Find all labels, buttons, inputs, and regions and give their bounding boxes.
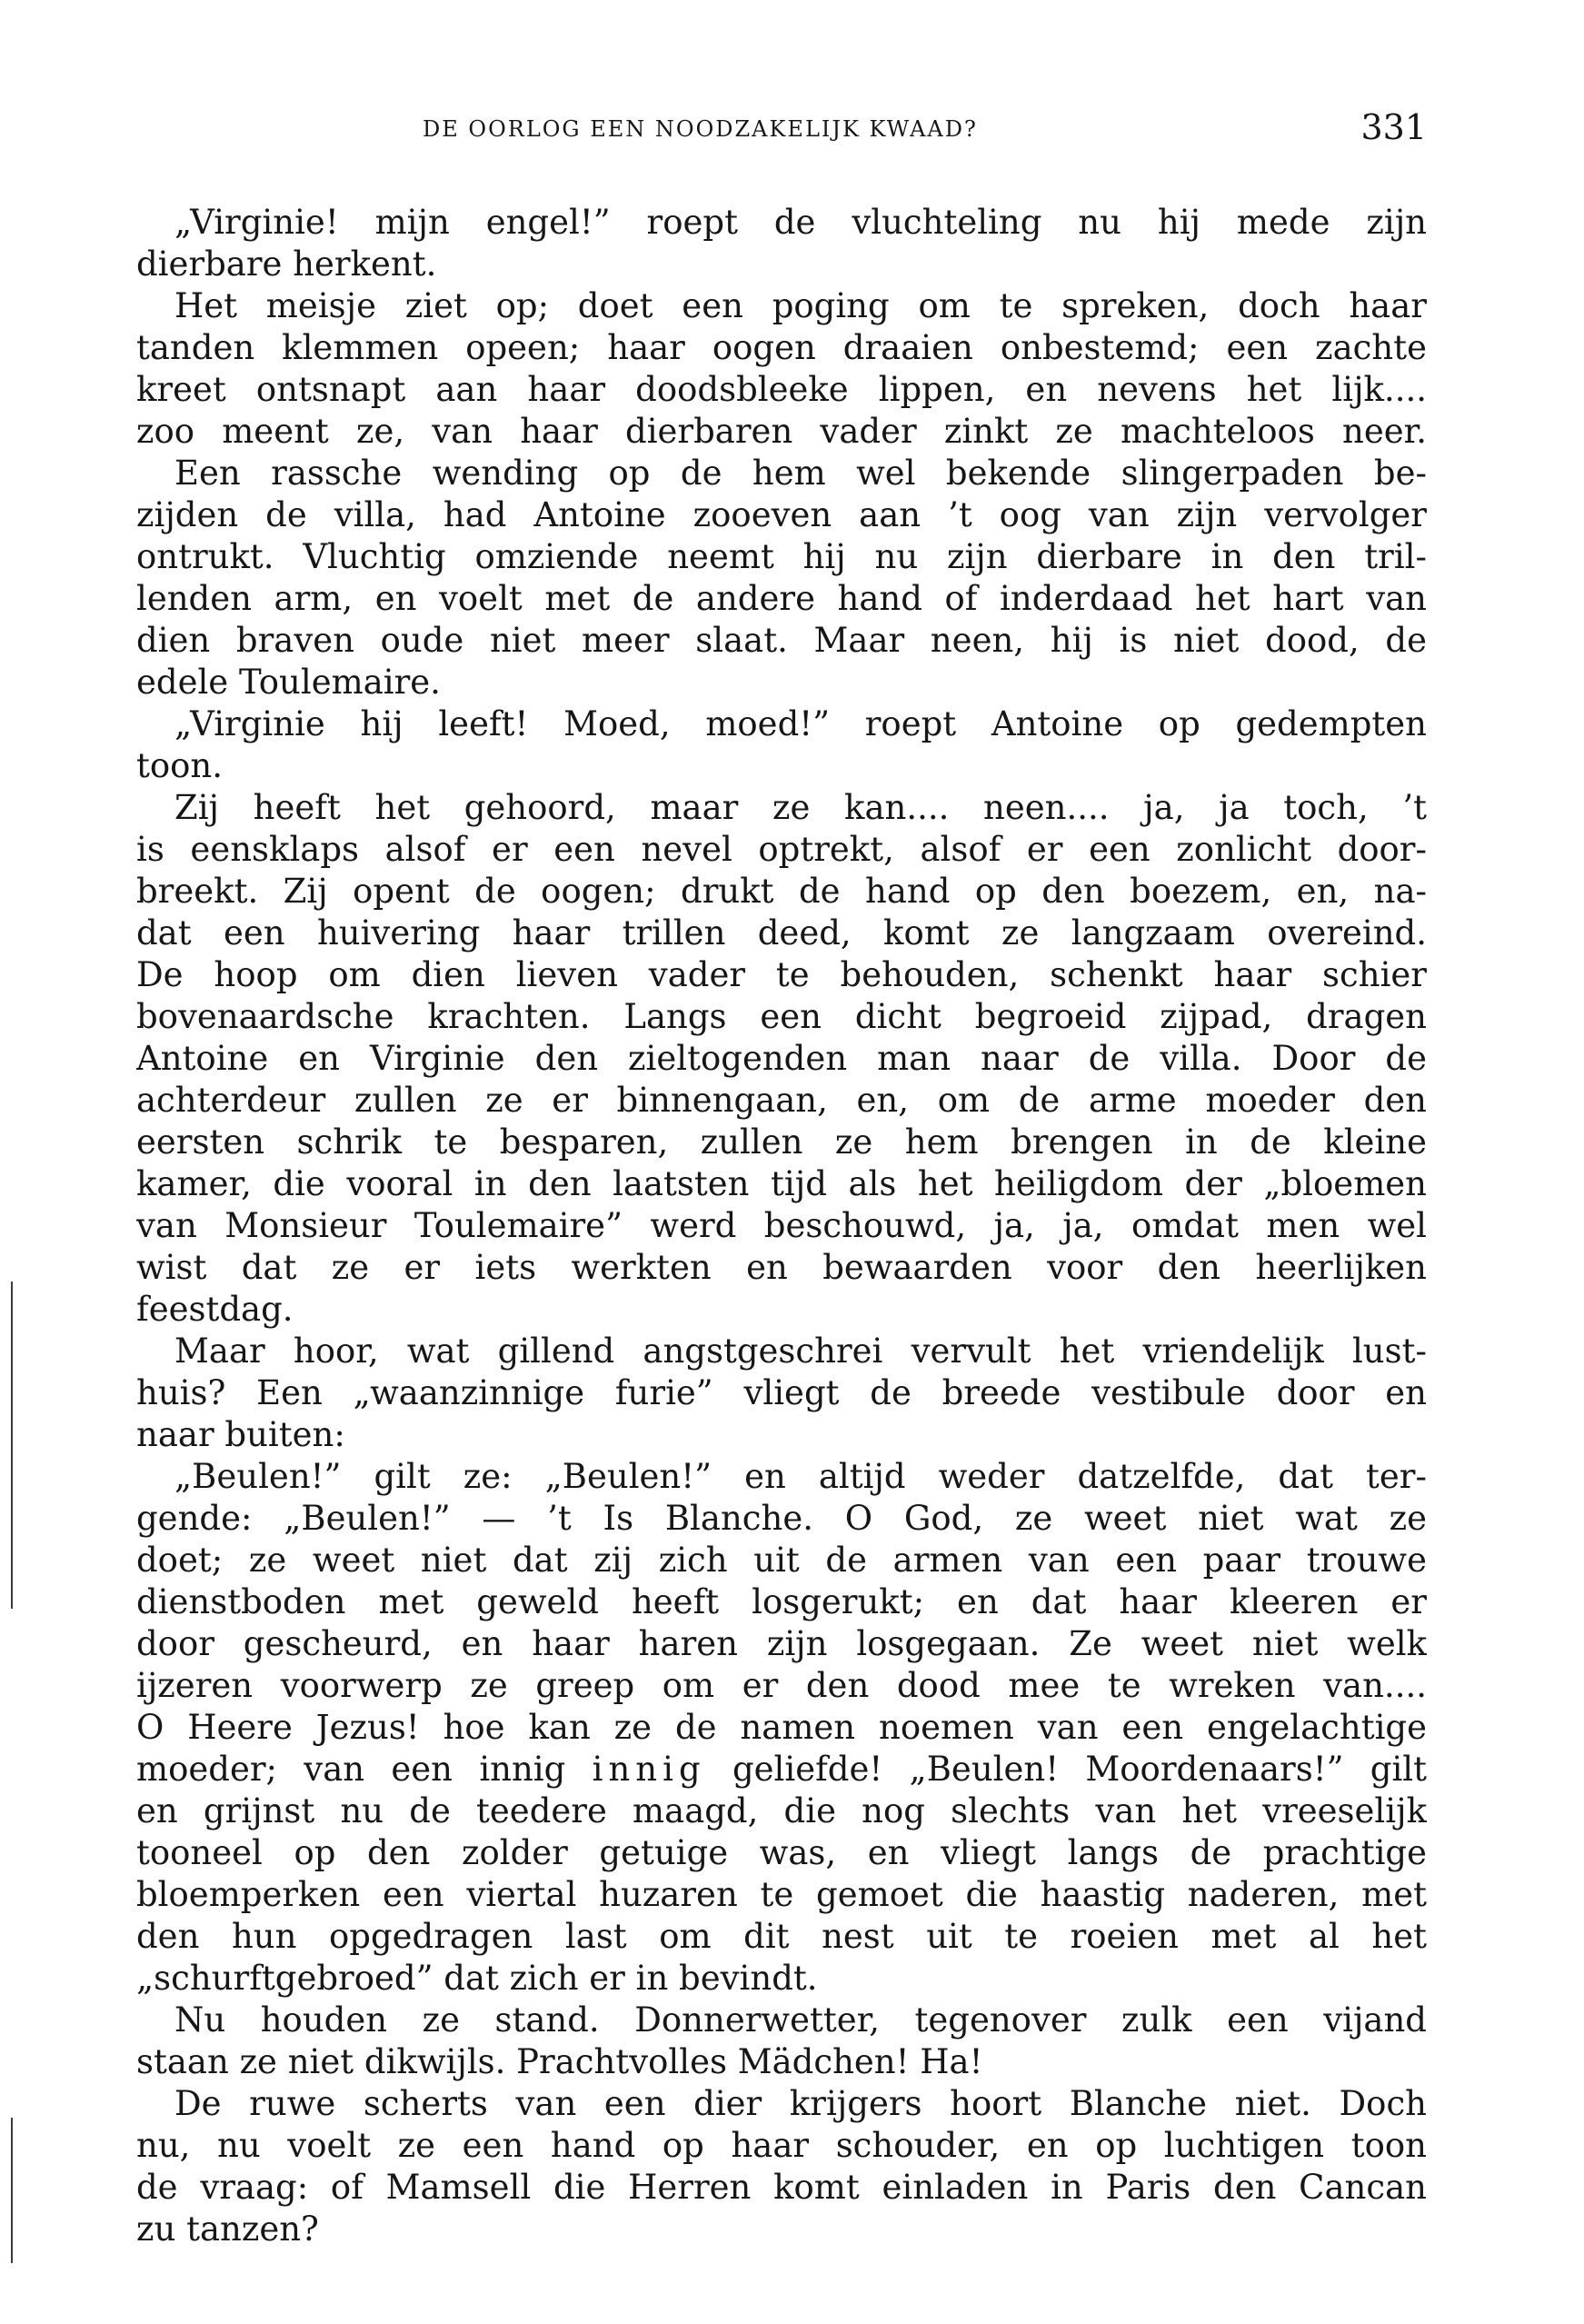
text-line: kreet ontsnapt aan haar doodsbleeke lippen, en nevens het lijk.... bbox=[136, 370, 1427, 409]
text-line: naar buiten: bbox=[136, 1415, 345, 1454]
text-line: dat een huivering haar trillen deed, komt ze langzaam overeind. bbox=[136, 913, 1427, 953]
running-title: DE OORLOG EEN NOODZAKELIJK KWAAD? bbox=[423, 116, 978, 142]
line-segment: moeder; van een innig bbox=[136, 1750, 566, 1789]
text-line: huis? Een „waanzinnige furie” vliegt de breede vestibule door en bbox=[136, 1373, 1427, 1412]
page-number: 331 bbox=[1360, 107, 1427, 147]
text-line: de vraag: of Mamsell die Herren komt einladen in Paris den Cancan bbox=[136, 2168, 1427, 2207]
text-line: van Monsieur Toulemaire” werd beschouwd, ja, ja, omdat men wel bbox=[136, 1206, 1427, 1245]
text-line: Nu houden ze stand. Donnerwetter, tegenover zulk een vijand bbox=[174, 2000, 1427, 2040]
text-line: ijzeren voorwerp ze greep om er den dood mee te wreken van.... bbox=[136, 1666, 1427, 1705]
text-line: toon. bbox=[136, 746, 224, 785]
text-line: Maar hoor, wat gillend angstgeschrei vervult het vriendelijk lust- bbox=[174, 1332, 1427, 1371]
text-line: edele Toulemaire. bbox=[136, 663, 441, 702]
text-line: zu tanzen? bbox=[136, 2209, 319, 2249]
text-line: nu, nu voelt ze een hand op haar schouder, en op luchtigen toon bbox=[136, 2126, 1427, 2165]
body-text bbox=[136, 202, 1427, 2250]
text-line: Een rassche wending op de hem wel bekende slingerpaden be- bbox=[174, 454, 1427, 493]
text-line: den hun opgedragen last om dit nest uit te roeien met al het bbox=[136, 1917, 1427, 1956]
text-line: Zij heeft het gehoord, maar ze kan.... neen.... ja, ja toch, ’t bbox=[174, 788, 1427, 827]
text-line: tanden klemmen opeen; haar oogen draaien onbestemd; een zachte bbox=[136, 328, 1427, 367]
text-line: zoo meent ze, van haar dierbaren vader zinkt ze machteloos neer. bbox=[136, 412, 1427, 451]
text-line: „schurftgebroed” dat zich er in bevindt. bbox=[136, 1959, 818, 1998]
text-line: bloemperken een viertal huzaren te gemoet die haastig naderen, met bbox=[136, 1875, 1427, 1914]
text-line: lenden arm, en voelt met de andere hand of inderdaad het hart van bbox=[136, 579, 1427, 618]
text-line: „Beulen!” gilt ze: „Beulen!” en altijd weder datzelfde, dat ter- bbox=[174, 1457, 1427, 1496]
text-line: gende: „Beulen!” — ’t Is Blanche. O God, ze weet niet wat ze bbox=[136, 1499, 1427, 1538]
text-line: „Virginie! mijn engel!” roept de vluchteling nu hij mede zijn bbox=[174, 203, 1427, 242]
text-line: kamer, die vooral in den laatsten tijd als het heiligdom der „bloemen bbox=[136, 1164, 1427, 1203]
text-line: breekt. Zij opent de oogen; drukt de hand op den boezem, en, na- bbox=[136, 872, 1427, 911]
text-line: is eensklaps alsof er een nevel optrekt, alsof er een zonlicht door- bbox=[136, 830, 1427, 869]
emphasized-word: innig bbox=[592, 1750, 706, 1789]
text-line: „Virginie hij leeft! Moed, moed!” roept Antoine op gedempten bbox=[174, 704, 1427, 743]
text-line: en grijnst nu de teedere maagd, die nog slechts van het vreeselijk bbox=[136, 1791, 1427, 1830]
text-line: doet; ze weet niet dat zij zich uit de armen van een paar trouwe bbox=[136, 1541, 1427, 1580]
text-line: wist dat ze er iets werkten en bewaarden voor den heerlijken bbox=[136, 1248, 1427, 1287]
text-line: Het meisje ziet op; doet een poging om te spreken, doch haar bbox=[174, 286, 1427, 325]
text-line: zijden de villa, had Antoine zooeven aan ’t oog van zijn vervolger bbox=[136, 495, 1427, 534]
text-line: dien braven oude niet meer slaat. Maar neen, hij is niet dood, de bbox=[136, 621, 1427, 660]
text-line: dierbare herkent. bbox=[136, 244, 437, 284]
line-segment: geliefde! „Beulen! Moordenaars!” gilt bbox=[732, 1750, 1427, 1789]
text-line: bovenaardsche krachten. Langs een dicht begroeid zijpad, dragen bbox=[136, 997, 1427, 1036]
text-line: door gescheurd, en haar haren zijn losgegaan. Ze weet niet welk bbox=[136, 1624, 1427, 1663]
scan-margin-line bbox=[11, 1282, 13, 1609]
running-header bbox=[136, 107, 1427, 162]
text-line: eersten schrik te besparen, zullen ze hem brengen in de kleine bbox=[136, 1122, 1427, 1162]
text-line: De hoop om dien lieven vader te behouden, schenkt haar schier bbox=[136, 955, 1427, 994]
text-line: O Heere Jezus! hoe kan ze de namen noemen van een engelachtige bbox=[136, 1708, 1427, 1747]
text-line: staan ze niet dikwijls. Prachtvolles Mädchen! Ha! bbox=[136, 2042, 983, 2081]
text-line-emphasis bbox=[136, 1749, 1427, 1790]
text-line: achterdeur zullen ze er binnengaan, en, om de arme moeder den bbox=[136, 1081, 1427, 1120]
scan-margin-line bbox=[11, 2118, 13, 2263]
text-line: dienstboden met geweld heeft losgerukt; en dat haar kleeren er bbox=[136, 1582, 1427, 1621]
text-line: De ruwe scherts van een dier krijgers hoort Blanche niet. Doch bbox=[174, 2084, 1427, 2123]
text-line: Antoine en Virginie den zieltogenden man naar de villa. Door de bbox=[136, 1039, 1427, 1078]
text-line: ontrukt. Vluchtig omziende neemt hij nu zijn dierbare in den tril- bbox=[136, 537, 1427, 576]
text-line: tooneel op den zolder getuige was, en vliegt langs de prachtige bbox=[136, 1833, 1427, 1872]
text-line: feestdag. bbox=[136, 1290, 294, 1329]
